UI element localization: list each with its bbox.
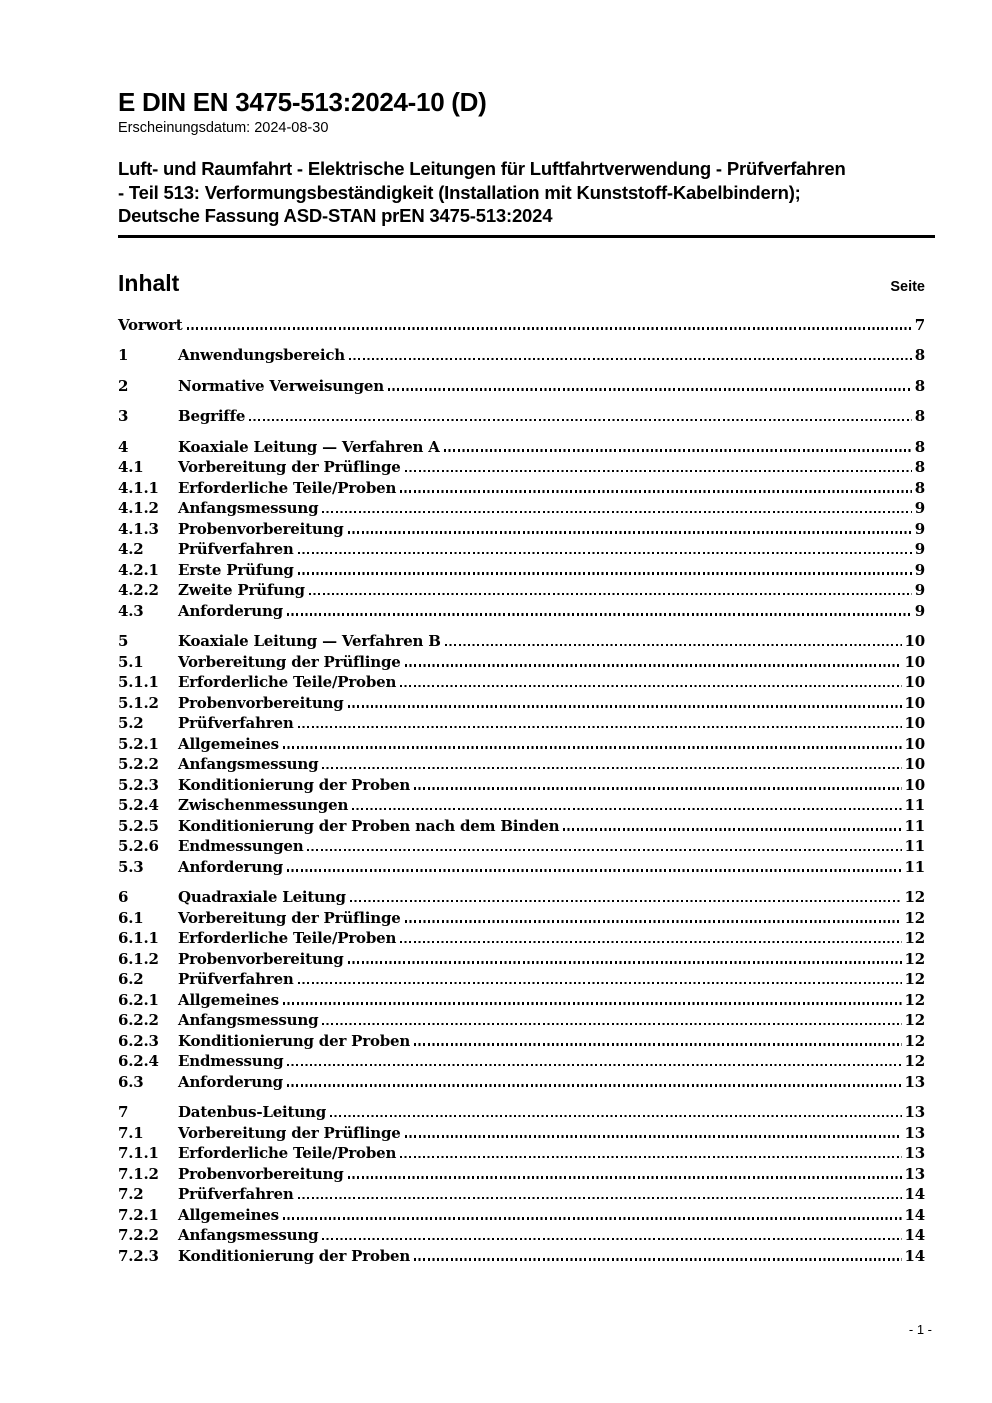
toc-entry-title: Probenvorbereitung bbox=[178, 949, 344, 968]
toc-leader-dots bbox=[400, 941, 901, 943]
toc-entry-number: 5.2.1 bbox=[118, 734, 159, 753]
toc-leader-dots bbox=[349, 358, 912, 360]
toc-leader-dots bbox=[405, 664, 902, 666]
toc-leader-dots bbox=[298, 572, 912, 574]
toc-leader-dots bbox=[414, 787, 901, 789]
toc-entry-page: 12 bbox=[904, 1031, 925, 1050]
toc-entry-title: Koaxiale Leitung — Verfahren B bbox=[178, 632, 441, 650]
toc-entry-title: Anfangsmessung bbox=[178, 1011, 319, 1029]
toc-leader-dots bbox=[348, 1176, 902, 1178]
toc-entry-title: Anforderung bbox=[178, 857, 283, 876]
toc-entry-page: 8 bbox=[914, 407, 925, 425]
toc-entry bbox=[118, 949, 925, 970]
toc-entry-number: 6.1.1 bbox=[118, 929, 159, 947]
toc-leader-dots bbox=[400, 685, 901, 687]
toc-entry-number: 5.2.2 bbox=[118, 755, 159, 773]
toc-leader-dots bbox=[307, 849, 901, 851]
toc-leader-dots bbox=[445, 644, 902, 646]
toc-entry bbox=[118, 1010, 925, 1031]
toc-entry-title: Probenvorbereitung bbox=[178, 693, 344, 712]
toc-leader-dots bbox=[309, 593, 912, 595]
toc-entry-number: 4.2.2 bbox=[118, 581, 159, 599]
toc-entry-page: 12 bbox=[904, 970, 925, 988]
toc-entry-title: Anfangsmessung bbox=[178, 1226, 319, 1244]
toc-entry-page: 14 bbox=[904, 1205, 925, 1224]
toc-entry-number: 7.1.1 bbox=[118, 1144, 159, 1162]
toc-entry bbox=[118, 1246, 925, 1267]
document-title bbox=[118, 157, 935, 228]
toc-entry-number: 6.2.1 bbox=[118, 990, 159, 1009]
toc-entry-title: Allgemeines bbox=[178, 1205, 279, 1224]
toc-entry-page: 12 bbox=[904, 1052, 925, 1070]
toc-entry-number: 4 bbox=[118, 437, 129, 456]
toc-entry bbox=[118, 376, 925, 397]
toc-entry-title: Normative Verweisungen bbox=[178, 376, 384, 395]
toc-leader-dots bbox=[322, 767, 901, 769]
toc-entry-title: Vorbereitung der Prüflinge bbox=[178, 458, 401, 476]
toc-entry bbox=[118, 816, 925, 837]
toc-entry-page: 8 bbox=[914, 478, 925, 497]
toc-entry-page: 12 bbox=[904, 908, 925, 927]
toc-entry-title: Vorbereitung der Prüflinge bbox=[178, 652, 401, 671]
toc-leader-dots bbox=[287, 1064, 901, 1066]
document-title-line-3: Deutsche Fassung ASD-STAN prEN 3475-513:2024 bbox=[118, 205, 553, 226]
toc-entry-title: Endmessungen bbox=[178, 837, 304, 855]
toc-entry-number: 6 bbox=[118, 888, 129, 906]
toc-leader-dots bbox=[283, 1217, 902, 1219]
toc-entry-number: 5.2.3 bbox=[118, 775, 159, 794]
toc-entry-page: 7 bbox=[914, 315, 925, 334]
toc-leader-dots bbox=[330, 1115, 902, 1117]
toc-leader-dots bbox=[298, 726, 902, 728]
toc-entry-title: Begriffe bbox=[178, 407, 246, 425]
toc-leader-dots bbox=[414, 1258, 901, 1260]
publication-date: Erscheinungsdatum: 2024-08-30 bbox=[118, 120, 329, 136]
toc-entry-title: Prüfverfahren bbox=[178, 1185, 294, 1203]
toc-entry-title: Zweite Prüfung bbox=[178, 581, 305, 599]
toc-entry-title: Vorwort bbox=[118, 315, 183, 334]
toc-leader-dots bbox=[400, 490, 912, 492]
toc-entry bbox=[118, 1051, 925, 1072]
toc-entry-number: 7 bbox=[118, 1103, 129, 1121]
toc-entry-page: 9 bbox=[914, 519, 925, 538]
toc-entry-title: Erste Prüfung bbox=[178, 560, 294, 579]
toc-entry bbox=[118, 1164, 925, 1185]
toc-entry-number: 5.2.5 bbox=[118, 816, 159, 835]
toc-entry-page: 8 bbox=[914, 437, 925, 456]
toc-leader-dots bbox=[249, 419, 912, 421]
toc-entry-page: 10 bbox=[904, 714, 925, 732]
toc-entry-number: 7.2.1 bbox=[118, 1205, 159, 1224]
toc-leader-dots bbox=[400, 1156, 901, 1158]
toc-entry bbox=[118, 754, 925, 775]
toc-entry-title: Konditionierung der Proben bbox=[178, 1246, 411, 1265]
toc-leader-dots bbox=[348, 705, 902, 707]
toc-entry-number: 6.1.2 bbox=[118, 949, 159, 968]
toc-entry-number: 6.3 bbox=[118, 1072, 144, 1091]
toc-leader-dots bbox=[298, 982, 902, 984]
toc-entry-number: 7.2.2 bbox=[118, 1226, 159, 1244]
toc-entry bbox=[118, 406, 925, 427]
toc-list bbox=[118, 315, 925, 1267]
toc-entry-page: 11 bbox=[904, 796, 925, 814]
toc-entry bbox=[118, 1225, 925, 1246]
toc-entry-number: 6.1 bbox=[118, 908, 144, 927]
toc-entry-page: 12 bbox=[904, 929, 925, 947]
toc-leader-dots bbox=[283, 1002, 902, 1004]
toc-entry bbox=[118, 928, 925, 949]
toc-entry bbox=[118, 1205, 925, 1226]
toc-heading-row bbox=[118, 270, 925, 296]
toc-entry-page: 8 bbox=[914, 346, 925, 364]
toc-leader-dots bbox=[287, 1084, 902, 1086]
toc-leader-dots bbox=[405, 470, 912, 472]
toc-entry bbox=[118, 795, 925, 816]
toc-entry-title: Prüfverfahren bbox=[178, 714, 294, 732]
toc-entry-page: 13 bbox=[904, 1164, 925, 1183]
toc-entry bbox=[118, 693, 925, 714]
toc-entry-title: Prüfverfahren bbox=[178, 970, 294, 988]
toc-entry-title: Erforderliche Teile/Proben bbox=[178, 929, 397, 947]
toc-entry-page: 8 bbox=[914, 376, 925, 395]
toc-entry-page: 10 bbox=[904, 755, 925, 773]
toc-entry-page: 13 bbox=[904, 1144, 925, 1162]
toc-entry-number: 6.2 bbox=[118, 970, 144, 988]
toc-entry-page: 11 bbox=[904, 816, 925, 835]
toc-entry-number: 7.2.3 bbox=[118, 1246, 159, 1265]
toc-entry-page: 9 bbox=[914, 499, 925, 517]
toc-entry-number: 4.1.1 bbox=[118, 478, 159, 497]
toc-entry-page: 12 bbox=[904, 1011, 925, 1029]
toc-entry-number: 7.1.2 bbox=[118, 1164, 159, 1183]
toc-entry bbox=[118, 1123, 925, 1144]
toc-entry-page: 10 bbox=[904, 652, 925, 671]
toc-entry bbox=[118, 437, 925, 458]
toc-entry-page: 13 bbox=[904, 1072, 925, 1091]
toc-entry-title: Erforderliche Teile/Proben bbox=[178, 1144, 397, 1162]
toc-entry-page: 13 bbox=[904, 1123, 925, 1142]
toc-entry-number: 5.2.4 bbox=[118, 796, 159, 814]
toc-entry-page: 9 bbox=[914, 601, 925, 620]
toc-entry bbox=[118, 1031, 925, 1052]
toc-entry bbox=[118, 1184, 925, 1205]
toc-entry-title: Datenbus-Leitung bbox=[178, 1103, 326, 1121]
toc-entry-number: 5.2 bbox=[118, 714, 144, 732]
toc-entry bbox=[118, 857, 925, 878]
toc-entry-title: Konditionierung der Proben bbox=[178, 775, 411, 794]
document-title-line-2: - Teil 513: Verformungsbeständigkeit (Installation mit Kunststoff-Kabelbindern); bbox=[118, 181, 801, 203]
toc-entry bbox=[118, 1102, 925, 1123]
toc-entry-title: Allgemeines bbox=[178, 734, 279, 753]
toc-leader-dots bbox=[405, 1135, 902, 1137]
toc-entry bbox=[118, 539, 925, 560]
toc-entry-title: Erforderliche Teile/Proben bbox=[178, 673, 397, 691]
toc-entry bbox=[118, 601, 925, 622]
toc-entry-number: 7.2 bbox=[118, 1185, 144, 1203]
toc-entry bbox=[118, 990, 925, 1011]
toc-entry-page: 14 bbox=[904, 1226, 925, 1244]
toc-entry bbox=[118, 1072, 925, 1093]
toc-entry-title: Zwischenmessungen bbox=[178, 796, 349, 814]
toc-entry-title: Anforderung bbox=[178, 601, 283, 620]
toc-entry-title: Anwendungsbereich bbox=[178, 346, 345, 364]
toc-entry bbox=[118, 734, 925, 755]
toc-entry-number: 5.2.6 bbox=[118, 837, 159, 855]
toc-entry-title: Vorbereitung der Prüflinge bbox=[178, 1123, 401, 1142]
toc-entry-number: 4.1.2 bbox=[118, 499, 159, 517]
toc-entry bbox=[118, 519, 925, 540]
document-number: E DIN EN 3475-513:2024-10 (D) bbox=[118, 87, 487, 117]
toc-entry-number: 5 bbox=[118, 632, 129, 650]
toc-leader-dots bbox=[350, 900, 902, 902]
page-number-indicator: - 1 - bbox=[908, 1322, 932, 1337]
document-title-line-1: Luft- und Raumfahrt - Elektrische Leitungen für Luftfahrtverwendung - Prüfverfahren bbox=[118, 158, 846, 179]
toc-page-column-label: Seite bbox=[890, 278, 925, 295]
toc-entry-title: Konditionierung der Proben bbox=[178, 1031, 411, 1050]
toc-leader-dots bbox=[298, 552, 912, 554]
toc-leader-dots bbox=[283, 746, 902, 748]
toc-entry bbox=[118, 969, 925, 990]
toc-entry-page: 10 bbox=[904, 673, 925, 691]
toc-entry-page: 12 bbox=[904, 888, 925, 906]
toc-entry bbox=[118, 560, 925, 581]
toc-entry bbox=[118, 498, 925, 519]
toc-leader-dots bbox=[322, 511, 911, 513]
toc-entry-title: Anfangsmessung bbox=[178, 755, 319, 773]
toc-entry-title: Anfangsmessung bbox=[178, 499, 319, 517]
toc-leader-dots bbox=[444, 449, 912, 451]
toc-leader-dots bbox=[322, 1238, 901, 1240]
toc-entry-title: Anforderung bbox=[178, 1072, 283, 1091]
toc-entry bbox=[118, 908, 925, 929]
toc-leader-dots bbox=[187, 327, 912, 329]
toc-entry-page: 11 bbox=[904, 857, 925, 876]
toc-entry-number: 3 bbox=[118, 407, 129, 425]
toc-entry-title: Koaxiale Leitung — Verfahren A bbox=[178, 437, 440, 456]
toc-entry-title: Allgemeines bbox=[178, 990, 279, 1009]
toc-entry-page: 9 bbox=[914, 581, 925, 599]
toc-entry-number: 6.2.4 bbox=[118, 1052, 159, 1070]
toc-leader-dots bbox=[348, 531, 912, 533]
toc-entry bbox=[118, 887, 925, 908]
toc-leader-dots bbox=[287, 869, 902, 871]
toc-entry bbox=[118, 775, 925, 796]
toc-entry-title: Quadraxiale Leitung bbox=[178, 888, 346, 906]
toc-entry-number: 1 bbox=[118, 346, 129, 364]
toc-entry-title: Probenvorbereitung bbox=[178, 1164, 344, 1183]
toc-entry-number: 2 bbox=[118, 376, 129, 395]
toc-leader-dots bbox=[287, 613, 912, 615]
toc-entry-number: 5.1 bbox=[118, 652, 144, 671]
toc-entry-page: 10 bbox=[904, 693, 925, 712]
toc-entry-number: 5.3 bbox=[118, 857, 144, 876]
toc-entry-page: 14 bbox=[904, 1185, 925, 1203]
toc-entry bbox=[118, 457, 925, 478]
toc-leader-dots bbox=[298, 1197, 902, 1199]
toc-entry-title: Konditionierung der Proben nach dem Binden bbox=[178, 816, 560, 835]
toc-entry-number: 6.2.2 bbox=[118, 1011, 159, 1029]
toc-entry bbox=[118, 652, 925, 673]
toc-entry-page: 10 bbox=[904, 632, 925, 650]
toc-heading: Inhalt bbox=[118, 269, 180, 296]
toc-entry-number: 7.1 bbox=[118, 1123, 144, 1142]
toc-entry-page: 14 bbox=[904, 1246, 925, 1265]
toc-entry bbox=[118, 713, 925, 734]
toc-entry bbox=[118, 580, 925, 601]
toc-entry bbox=[118, 836, 925, 857]
toc-entry bbox=[118, 478, 925, 499]
toc-entry bbox=[118, 631, 925, 652]
toc-entry-number: 4.1 bbox=[118, 458, 144, 476]
toc-entry-page: 12 bbox=[904, 949, 925, 968]
toc-entry-number: 4.1.3 bbox=[118, 519, 159, 538]
toc-leader-dots bbox=[352, 808, 901, 810]
toc-entry-page: 12 bbox=[904, 990, 925, 1009]
toc-entry bbox=[118, 1143, 925, 1164]
toc-entry bbox=[118, 315, 925, 336]
toc-entry-title: Prüfverfahren bbox=[178, 540, 294, 558]
toc-entry-title: Endmessung bbox=[178, 1052, 284, 1070]
toc-entry-number: 5.1.1 bbox=[118, 673, 159, 691]
toc-entry-page: 10 bbox=[904, 734, 925, 753]
header-divider-rule bbox=[118, 235, 935, 238]
toc-leader-dots bbox=[563, 828, 901, 830]
toc-leader-dots bbox=[414, 1043, 901, 1045]
toc-entry-title: Vorbereitung der Prüflinge bbox=[178, 908, 401, 927]
toc-leader-dots bbox=[388, 388, 912, 390]
toc-leader-dots bbox=[322, 1023, 901, 1025]
toc-entry-title: Probenvorbereitung bbox=[178, 519, 344, 538]
toc-leader-dots bbox=[405, 920, 902, 922]
toc-entry-title: Erforderliche Teile/Proben bbox=[178, 478, 397, 497]
toc-entry-page: 9 bbox=[914, 540, 925, 558]
toc-entry-page: 8 bbox=[914, 458, 925, 476]
toc-entry-number: 4.2 bbox=[118, 540, 144, 558]
toc-entry bbox=[118, 345, 925, 366]
document-header bbox=[118, 0, 935, 238]
toc-entry-number: 5.1.2 bbox=[118, 693, 159, 712]
toc-entry-page: 11 bbox=[904, 837, 925, 855]
toc-entry-page: 9 bbox=[914, 560, 925, 579]
toc-entry-number: 4.3 bbox=[118, 601, 144, 620]
toc-entry-number: 6.2.3 bbox=[118, 1031, 159, 1050]
toc-entry-number: 4.2.1 bbox=[118, 560, 159, 579]
toc-entry bbox=[118, 672, 925, 693]
toc-leader-dots bbox=[348, 961, 902, 963]
toc-entry-page: 10 bbox=[904, 775, 925, 794]
toc-entry-page: 13 bbox=[904, 1103, 925, 1121]
